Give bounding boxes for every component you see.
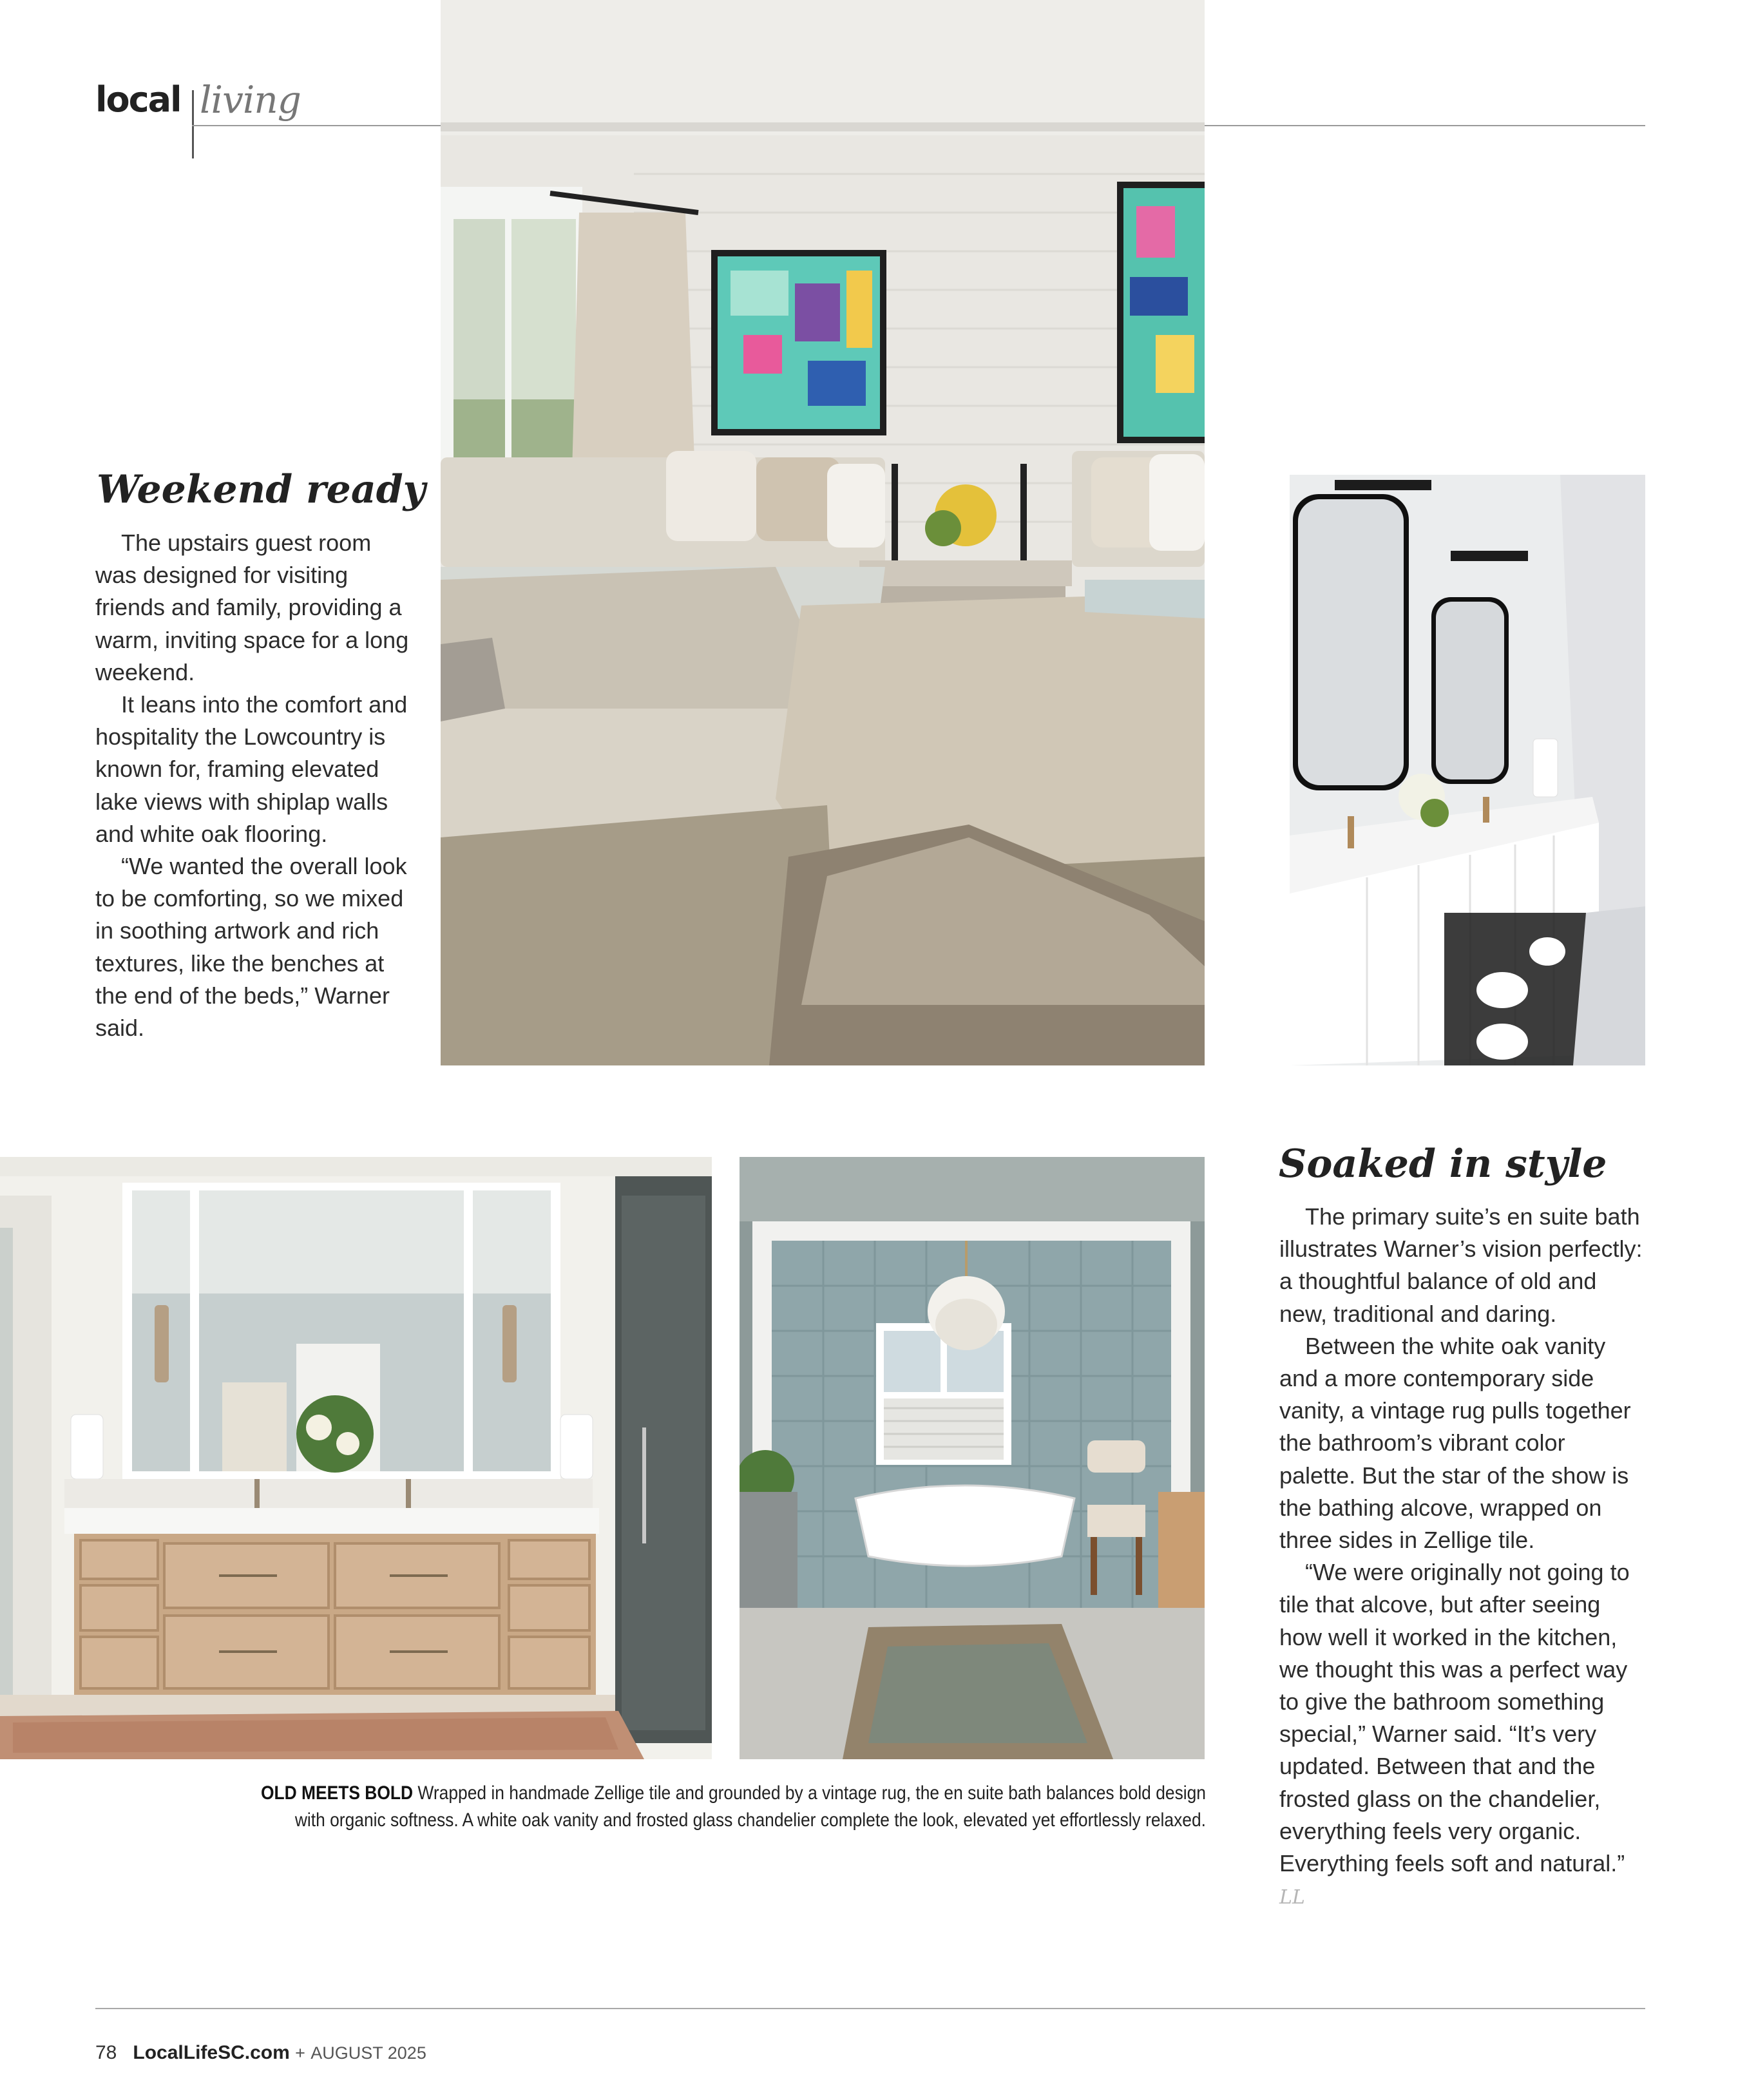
- caption-text: Wrapped in handmade Zellige tile and grounded by a vintage rug, the en suite bath balances bold design with organic softness. A white oak vanity and frosted glass chandelier complete the look, elevated yet effortlessly relaxed.: [294, 1782, 1207, 1831]
- footer-separator: +: [295, 2043, 305, 2063]
- side-vanity-photo: [1290, 475, 1645, 1065]
- weekend-paragraph: It leans into the comfort and hospitality the Lowcountry is known for, framing elevated lake views with shiplap walls and white oak flooring.: [95, 691, 408, 847]
- soaked-paragraph: The primary suite’s en suite bath illustrates Warner’s vision perfectly: a thoughtful balance of old and new, traditional and daring.: [1279, 1203, 1643, 1327]
- soaked-paragraph: Between the white oak vanity and a more contemporary side vanity, a vintage rug pulls together the bathroom’s vibrant color palette. But the star of the show is the bathing alcove, wrapped on three sides in Zellige tile.: [1279, 1332, 1631, 1554]
- website-link[interactable]: LocalLifeSC.com: [133, 2042, 290, 2063]
- page-number: 78: [95, 2042, 117, 2063]
- weekend-body: [95, 527, 411, 1044]
- page-footer: [95, 2042, 426, 2064]
- weekend-paragraph: The upstairs guest room was designed for visiting friends and family, providing a warm, inviting space for a long weekend.: [95, 530, 409, 685]
- guest-bedroom-photo: [441, 0, 1205, 1065]
- soaked-heading: Soaked in style: [1279, 1141, 1607, 1187]
- bath-alcove-photo: [740, 1157, 1205, 1759]
- photo-caption: [258, 1780, 1206, 1834]
- header-rule-right: [1205, 125, 1645, 126]
- soaked-paragraph-text: “We were originally not going to tile that alcove, but after seeing how well it worked in the kitchen, we thought this was a perfect way to give the bathroom something special,” Warner said. “It’s very updated. Between that and the frosted glass on the chandelier, everything feels very organic. Everything feels soft and natural.”: [1279, 1559, 1630, 1877]
- footer-rule: [95, 2008, 1645, 2009]
- brand-logo-local: local: [95, 79, 181, 120]
- weekend-heading: Weekend ready: [97, 467, 426, 512]
- issue-date: AUGUST 2025: [310, 2043, 426, 2063]
- header-rule-left: [192, 125, 441, 126]
- brand-section-living: living: [200, 78, 301, 122]
- caption-label: OLD MEETS BOLD: [260, 1782, 414, 1804]
- soaked-paragraph: [1279, 1556, 1647, 1914]
- brand-divider: [192, 90, 194, 158]
- weekend-paragraph: “We wanted the overall look to be comforting, so we mixed in soothing artwork and rich textures, like the benches at the end of the beds,” Warner said.: [95, 853, 407, 1042]
- author-signoff: LL: [1279, 1886, 1305, 1909]
- soaked-body: [1279, 1201, 1647, 1914]
- main-vanity-photo: [0, 1157, 712, 1759]
